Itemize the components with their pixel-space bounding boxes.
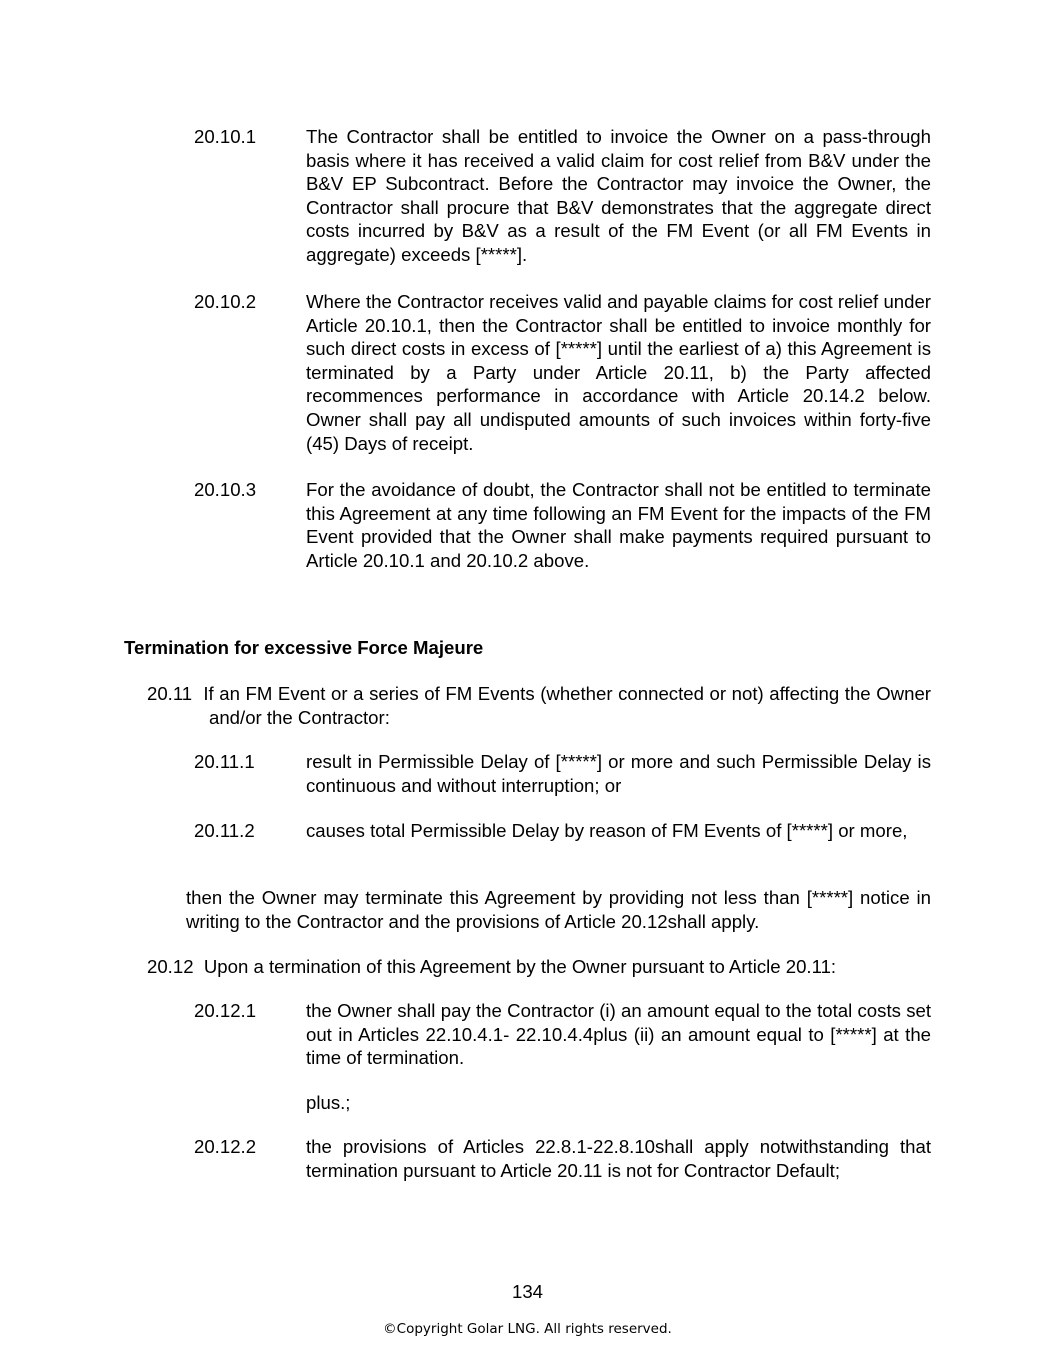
article-text: If an FM Event or a series of FM Events (whether connected or not) affecting the Owner and/or the Contractor:	[203, 683, 931, 728]
article-20-12	[147, 955, 931, 979]
clause-number: 20.12.1	[194, 1000, 257, 1021]
page-number: 134	[511, 1281, 544, 1302]
clause-text: For the avoidance of doubt, the Contractor shall not be entitled to terminate this Agreement at any time following an FM Event for the impacts of the FM Event provided that the Owner shall make payments required pursuant to Article 20.10.1 and 20.10.2 above.	[306, 479, 931, 571]
clause-text: causes total Permissible Delay by reason of FM Events of [*****] or more,	[306, 820, 908, 841]
copyright-notice: ©Copyright Golar LNG. All rights reserved.	[383, 1321, 672, 1337]
article-20-11	[147, 682, 931, 729]
clause-number: 20.10.3	[194, 479, 257, 500]
clause-number: 20.11.1	[194, 751, 255, 772]
clause-number: 20.10.2	[194, 291, 257, 312]
clause-number: 20.12.2	[194, 1136, 257, 1157]
then-paragraph: then the Owner may terminate this Agreement by providing not less than [*****] notice in writing to the Contractor and the provisions of Article 20.12shall apply.	[186, 887, 931, 932]
plus-text: plus.;	[306, 1092, 351, 1113]
clause-number: 20.10.1	[194, 126, 257, 147]
article-text: Upon a termination of this Agreement by the Owner pursuant to Article 20.11:	[203, 956, 837, 977]
clause-text: the Owner shall pay the Contractor (i) an amount equal to the total costs set out in Articles 22.10.4.1- 22.10.4.4plus (ii) an amount equal to [*****] at the time of termination.	[306, 1000, 931, 1069]
article-number: 20.11	[147, 683, 193, 704]
clause-text: result in Permissible Delay of [*****] or more and such Permissible Delay is continuous and without interruption; or	[306, 751, 931, 796]
clause-number: 20.11.2	[194, 820, 255, 841]
clause-text: The Contractor shall be entitled to invoice the Owner on a pass-through basis where it has received a valid claim for cost relief from B&V under the B&V EP Subcontract. Before the Contractor may invoice the Owner, the Contractor shall procure that B&V demonstrates that the aggregate direct costs incurred by B&V as a result of the FM Event (or all FM Events in aggregate) exceeds [*****].	[306, 126, 931, 265]
clause-text: the provisions of Articles 22.8.1-22.8.10shall apply notwithstanding that termination pursuant to Article 20.11 is not for Contractor Default;	[306, 1136, 931, 1181]
article-number: 20.12	[147, 956, 194, 977]
section-heading: Termination for excessive Force Majeure	[124, 637, 484, 658]
clause-text: Where the Contractor receives valid and payable claims for cost relief under Article 20.10.1, then the Contractor shall be entitled to invoice monthly for such direct costs in excess of [*****] until the earliest of a) this Agreement is terminated by a Party under Article 20.11, b) the Party affected recommences performance in accordance with Article 20.14.2 below. Owner shall pay all undisputed amounts of such invoices within forty-five (45) Days of receipt.	[306, 291, 931, 454]
